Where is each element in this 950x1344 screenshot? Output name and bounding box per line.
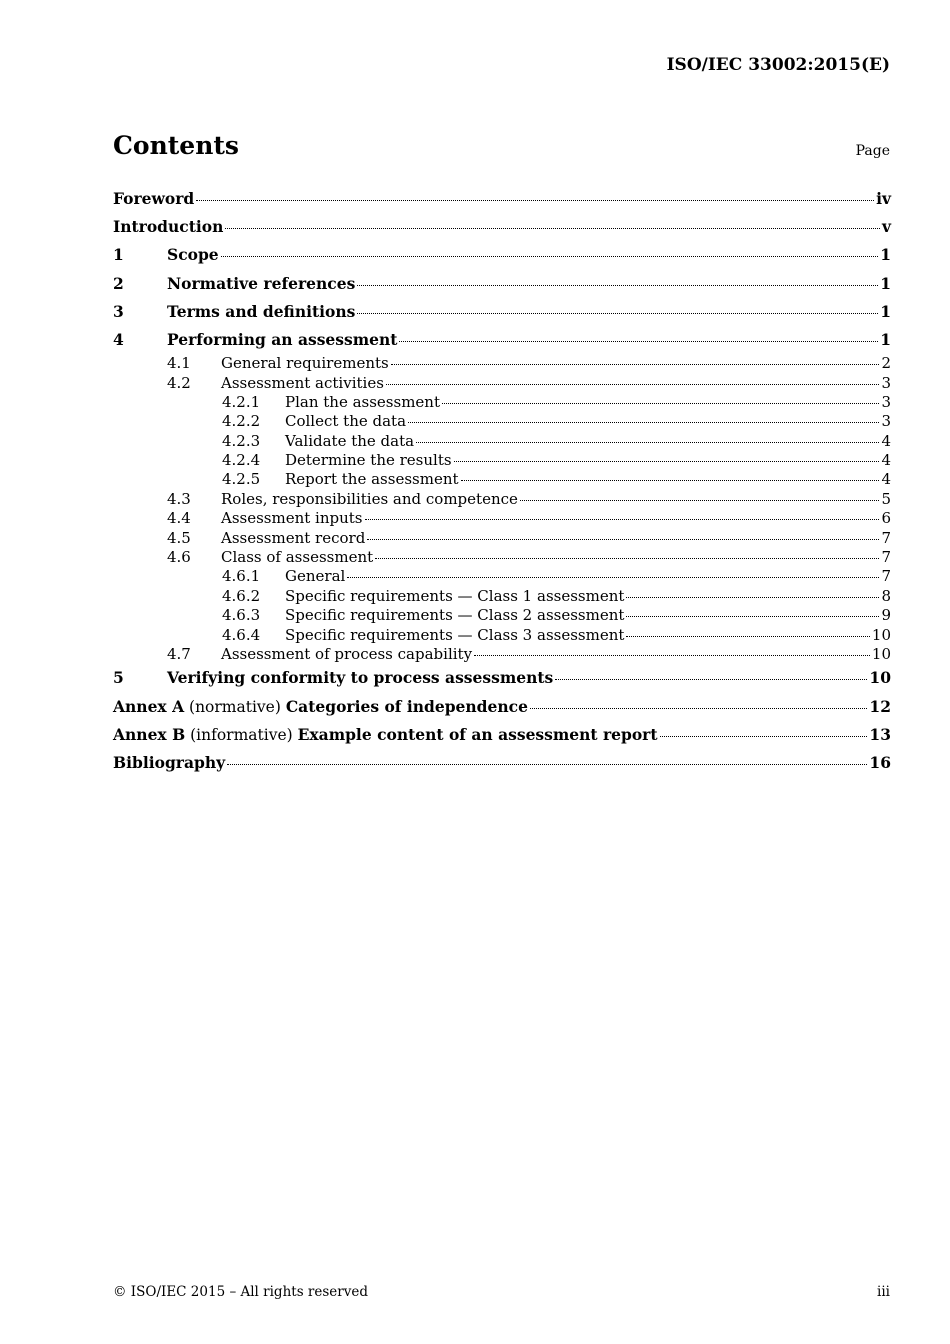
annex-label: Annex B xyxy=(113,724,186,744)
toc-entry-number: 4.6 xyxy=(167,548,191,567)
dot-leader xyxy=(626,635,870,637)
toc-entry[interactable] xyxy=(113,213,891,241)
dot-leader xyxy=(626,615,879,617)
toc-entry[interactable] xyxy=(113,548,891,567)
toc-entry-page: 10 xyxy=(869,668,891,688)
toc-entry-page: v xyxy=(881,217,891,237)
dot-leader xyxy=(442,402,879,404)
dot-leader xyxy=(375,557,879,559)
toc-entry-page: 1 xyxy=(880,273,891,293)
toc-entry-number: 4.2.2 xyxy=(222,412,261,431)
toc-entry-title: Validate the data xyxy=(285,431,415,450)
toc-entry-title: Determine the results xyxy=(285,451,452,470)
toc-entry-number: 4.2.4 xyxy=(222,451,261,470)
toc-entry-number: 5 xyxy=(113,668,124,688)
toc-entry-number: 4.5 xyxy=(167,528,191,547)
toc-entry-page: 7 xyxy=(881,548,891,567)
annex-title: Example content of an assessment report xyxy=(297,724,658,744)
toc-entry-title: Roles, responsibilities and competence xyxy=(221,489,518,508)
toc-entry[interactable] xyxy=(113,412,891,431)
toc-entry-number: 4.6.2 xyxy=(222,586,261,605)
toc-entry-page: 1 xyxy=(880,245,891,265)
dot-leader xyxy=(474,654,870,656)
page-number: iii xyxy=(877,1284,890,1300)
toc-entry[interactable] xyxy=(113,451,891,470)
toc-entry-number: 4.2.1 xyxy=(222,392,261,411)
toc-entry-page: 4 xyxy=(881,470,891,489)
toc-entry-title: Specific requirements — Class 3 assessment xyxy=(285,625,625,644)
toc-entry-number: 1 xyxy=(113,245,124,265)
toc-entry-page: iv xyxy=(876,189,891,208)
dot-leader xyxy=(660,735,868,737)
toc-entry-page: 2 xyxy=(881,354,891,373)
dot-leader xyxy=(399,340,878,342)
dot-leader xyxy=(626,596,879,598)
toc-entry-page: 8 xyxy=(881,586,891,605)
toc-entry-title: Introduction xyxy=(113,217,224,237)
toc-entry-page: 3 xyxy=(881,373,891,392)
toc-entry-title: Report the assessment xyxy=(285,470,459,489)
contents-title: Contents xyxy=(113,131,240,160)
toc-entry[interactable] xyxy=(113,270,891,298)
toc-entry-number: 3 xyxy=(113,301,124,321)
toc-entry-page: 5 xyxy=(881,489,891,508)
toc-entry-page: 1 xyxy=(880,329,891,349)
toc-entry[interactable] xyxy=(113,587,891,606)
dot-leader xyxy=(520,499,880,501)
dot-leader xyxy=(367,538,879,540)
annex-type-note: (normative) xyxy=(184,697,286,716)
toc-entry-title xyxy=(113,721,658,749)
toc-entry-page: 3 xyxy=(881,412,891,431)
toc-entry-page: 10 xyxy=(871,625,891,644)
toc-entry-page: 13 xyxy=(869,724,891,744)
toc-entry-title: Class of assessment xyxy=(221,548,374,567)
toc-entry-number: 4.4 xyxy=(167,509,191,528)
toc-entry-number: 4.2.5 xyxy=(222,470,261,489)
toc-entry[interactable] xyxy=(113,185,891,213)
dot-leader xyxy=(391,363,880,365)
toc-entry[interactable] xyxy=(113,298,891,326)
toc-entry-title: General requirements xyxy=(221,354,389,373)
toc-entry-page: 12 xyxy=(869,696,891,716)
toc-entry-page: 4 xyxy=(881,451,891,470)
toc-entry-title: Scope xyxy=(167,245,219,265)
page-column-label: Page xyxy=(855,143,890,159)
toc-entry-title: Specific requirements — Class 2 assessment xyxy=(285,606,625,625)
toc-entry-number: 4.1 xyxy=(167,354,191,373)
toc-entry[interactable] xyxy=(113,693,891,721)
toc-entry-title: Assessment record xyxy=(221,528,366,547)
toc-entry[interactable] xyxy=(113,490,891,509)
toc-entry-number: 4.2.3 xyxy=(222,431,261,450)
annex-title: Categories of independence xyxy=(285,696,528,716)
dot-leader xyxy=(357,284,878,286)
toc-entry[interactable] xyxy=(113,509,891,528)
dot-leader xyxy=(555,678,867,680)
toc-entry-number: 4 xyxy=(113,329,124,349)
dot-leader xyxy=(196,199,874,201)
toc-entry[interactable] xyxy=(113,470,891,489)
dot-leader xyxy=(225,227,880,229)
toc-entry[interactable] xyxy=(113,606,891,625)
toc-entry-title: Terms and definitions xyxy=(167,301,356,321)
toc-entry[interactable] xyxy=(113,354,891,373)
toc-entry-title: General xyxy=(285,567,346,586)
dot-leader xyxy=(365,518,880,520)
toc-entry-number: 4.6.4 xyxy=(222,625,261,644)
dot-leader xyxy=(408,421,879,423)
toc-entry-page: 4 xyxy=(881,431,891,450)
toc-entry-title: Collect the data xyxy=(285,412,407,431)
toc-entry-number: 4.6.3 xyxy=(222,606,261,625)
dot-leader xyxy=(461,479,880,481)
toc-entry[interactable] xyxy=(113,241,891,269)
toc-entry-title: Performing an assessment xyxy=(167,329,398,349)
toc-entry-number: 4.2 xyxy=(167,373,191,392)
dot-leader xyxy=(227,763,867,765)
toc-entry[interactable] xyxy=(113,645,891,664)
toc-entry[interactable] xyxy=(113,749,891,777)
annex-label: Annex A xyxy=(113,696,185,716)
toc-entry-number: 2 xyxy=(113,273,124,293)
toc-entry-title: Foreword xyxy=(113,189,195,208)
toc-entry-page: 16 xyxy=(869,752,891,772)
toc-entry-page: 10 xyxy=(871,644,891,663)
dot-leader xyxy=(530,707,867,709)
toc-entry-page: 6 xyxy=(881,509,891,528)
toc-entry[interactable] xyxy=(113,529,891,548)
toc-entry[interactable] xyxy=(113,432,891,451)
toc-entry-title: Assessment activities xyxy=(221,373,384,392)
toc-entry[interactable] xyxy=(113,626,891,645)
toc-entry[interactable] xyxy=(113,393,891,412)
annex-type-note: (informative) xyxy=(185,725,298,744)
dot-leader xyxy=(347,576,879,578)
document-code: ISO/IEC 33002:2015(E) xyxy=(666,55,890,75)
table-of-contents xyxy=(113,185,891,777)
toc-entry[interactable] xyxy=(113,567,891,586)
dot-leader xyxy=(357,312,878,314)
toc-entry[interactable] xyxy=(113,326,891,354)
toc-entry-number: 4.7 xyxy=(167,644,191,663)
toc-entry[interactable] xyxy=(113,721,891,749)
toc-entry-title: Assessment inputs xyxy=(221,509,363,528)
toc-entry-number: 4.3 xyxy=(167,489,191,508)
toc-entry-page: 9 xyxy=(881,606,891,625)
toc-entry-title xyxy=(113,693,528,721)
toc-entry-title: Verifying conformity to process assessments xyxy=(167,668,554,688)
dot-leader xyxy=(221,255,879,257)
toc-entry-page: 7 xyxy=(881,528,891,547)
toc-entry[interactable] xyxy=(113,664,891,692)
toc-entry-title: Plan the assessment xyxy=(285,392,440,411)
toc-entry-page: 7 xyxy=(881,567,891,586)
toc-entry[interactable] xyxy=(113,374,891,393)
dot-leader xyxy=(454,460,880,462)
toc-entry-page: 1 xyxy=(880,301,891,321)
copyright-notice: © ISO/IEC 2015 – All rights reserved xyxy=(113,1284,368,1300)
toc-entry-page: 3 xyxy=(881,392,891,411)
dot-leader xyxy=(386,383,880,385)
toc-entry-number: 4.6.1 xyxy=(222,567,261,586)
toc-entry-title: Bibliography xyxy=(113,752,226,772)
toc-entry-title: Normative references xyxy=(167,273,356,293)
dot-leader xyxy=(416,441,879,443)
toc-entry-title: Assessment of process capability xyxy=(221,644,473,663)
toc-entry-title: Specific requirements — Class 1 assessment xyxy=(285,586,625,605)
